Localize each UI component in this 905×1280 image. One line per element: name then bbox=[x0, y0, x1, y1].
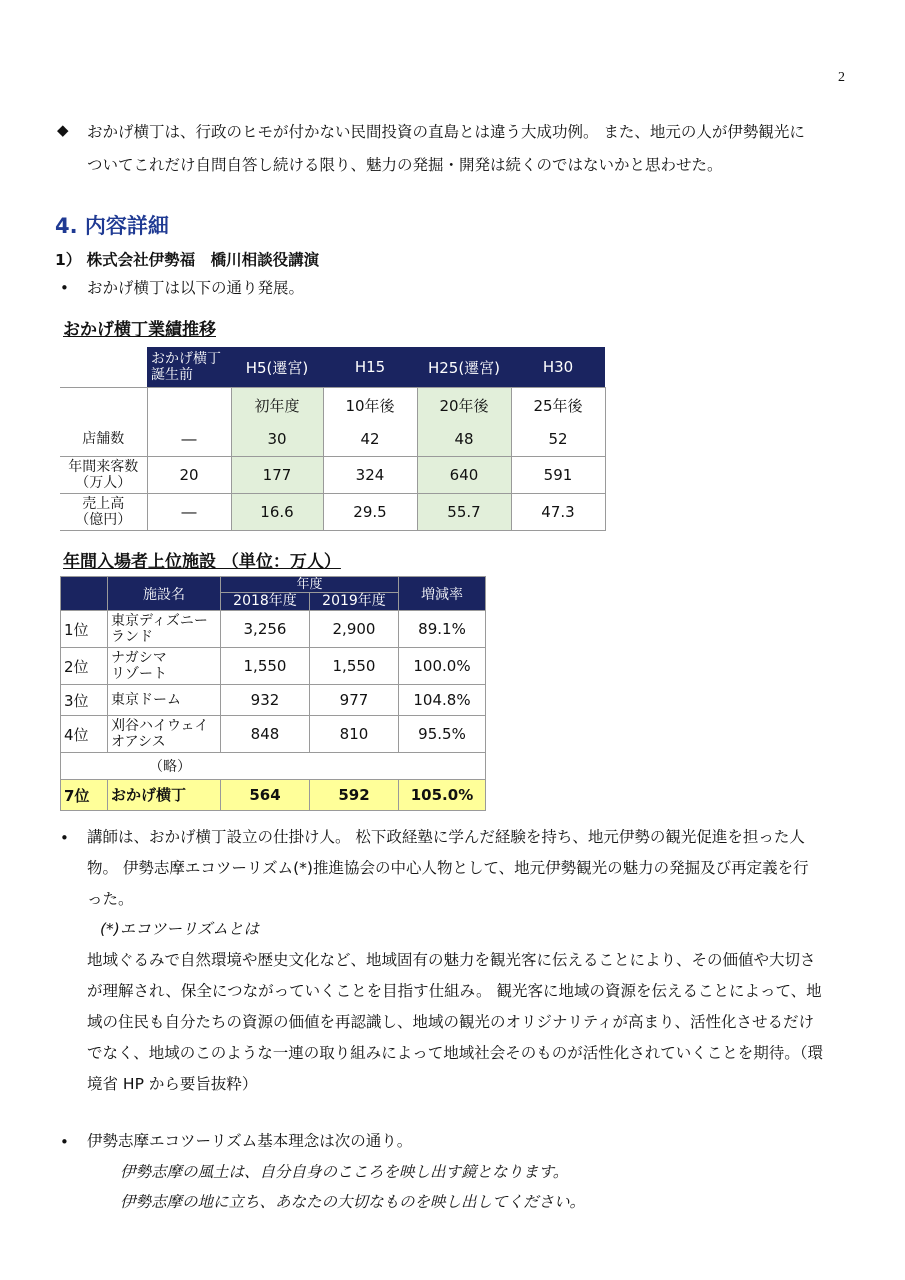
table-cell: 30 bbox=[231, 422, 323, 457]
table-cell: 640 bbox=[417, 457, 511, 494]
table-cell: 100.0% bbox=[399, 648, 486, 685]
facility-line: 刈谷ハイウェイ bbox=[111, 718, 209, 734]
table1-title: おかげ横丁業績推移 bbox=[63, 320, 216, 340]
table-cell: 977 bbox=[310, 685, 399, 716]
note-title: (*)エコツーリズムとは bbox=[100, 920, 260, 938]
row-label bbox=[60, 494, 147, 531]
header-2018: 2018年度 bbox=[221, 593, 310, 611]
header-line: 誕生前 bbox=[151, 367, 193, 383]
table-row bbox=[60, 457, 605, 494]
highlight-row bbox=[61, 780, 486, 811]
label-line: 売上高 bbox=[82, 496, 125, 512]
period-cell: 20年後 bbox=[417, 388, 511, 423]
table-cell: 848 bbox=[221, 716, 310, 753]
table-cell: 104.8% bbox=[399, 685, 486, 716]
table-cell: ― bbox=[147, 422, 231, 457]
facility-line: ランド bbox=[111, 629, 153, 645]
rank-cell: 4位 bbox=[61, 716, 108, 753]
row-label: 店舗数 bbox=[60, 422, 147, 457]
facility-cell: 東京ドーム bbox=[108, 685, 221, 716]
philosophy-quote: 伊勢志摩の地に立ち、あなたの大切なものを映し出してください。 bbox=[120, 1193, 586, 1211]
intro-line-2: ついてこれだけ自問自答し続ける限り、魅力の発掘・開発は続くのではないかと思わせた。 bbox=[87, 156, 723, 174]
table1-header-cell: H25(遷宮) bbox=[417, 347, 511, 388]
section-subheading: 1） 株式会社伊勢福 橋川相談役講演 bbox=[55, 251, 320, 269]
definition-line: でなく、地域のこのような一連の取り組みによって地域社会そのものが活性化されていくことを期待。（環 bbox=[87, 1044, 823, 1062]
table-cell: 89.1% bbox=[399, 611, 486, 648]
table-row bbox=[60, 494, 605, 531]
table-cell: 1,550 bbox=[310, 648, 399, 685]
rank-cell: 2位 bbox=[61, 648, 108, 685]
label-line: 年間来客数 bbox=[68, 459, 139, 475]
diamond-bullet-icon: ◆ bbox=[57, 121, 69, 139]
header-year: 年度 bbox=[221, 577, 399, 593]
philosophy-quote: 伊勢志摩の風土は、自分自身のこころを映し出す鏡となります。 bbox=[120, 1163, 569, 1181]
table-cell: 810 bbox=[310, 716, 399, 753]
table-cell: 177 bbox=[231, 457, 323, 494]
row-label bbox=[60, 457, 147, 494]
lecturer-line-3: った。 bbox=[87, 890, 134, 908]
facility-line: オアシス bbox=[111, 734, 166, 750]
bullet-line: おかげ横丁は以下の通り発展。 bbox=[87, 279, 305, 297]
table-row bbox=[61, 648, 486, 685]
bullet-icon: • bbox=[60, 829, 69, 847]
page-number: 2 bbox=[838, 70, 845, 85]
facility-cell: おかげ横丁 bbox=[108, 780, 221, 811]
lecturer-line-2: 物。 伊勢志摩エコツーリズム(*)推進協会の中心人物として、地元伊勢観光の魅力の発掘及び再定義を行 bbox=[87, 859, 809, 877]
table1-header-cell: H15 bbox=[323, 347, 417, 388]
table-cell: 42 bbox=[323, 422, 417, 457]
table-cell: 2,900 bbox=[310, 611, 399, 648]
table-cell: 324 bbox=[323, 457, 417, 494]
table-cell: 47.3 bbox=[511, 494, 605, 531]
facility-line: リゾート bbox=[111, 666, 167, 682]
table-row bbox=[60, 422, 605, 457]
bullet-icon: • bbox=[60, 1133, 69, 1151]
table1-header-cell: H30 bbox=[511, 347, 605, 388]
table-cell: 932 bbox=[221, 685, 310, 716]
lecturer-line-1: 講師は、おかげ横丁設立の仕掛け人。 松下政経塾に学んだ経験を持ち、地元伊勢の観光促進を担った人 bbox=[87, 828, 805, 846]
label-line: （万人） bbox=[75, 475, 132, 491]
omitted-row bbox=[61, 753, 486, 780]
period-cell: 25年後 bbox=[511, 388, 605, 423]
header-2019: 2019年度 bbox=[310, 593, 399, 611]
philosophy-line: 伊勢志摩エコツーリズム基本理念は次の通り。 bbox=[87, 1132, 413, 1150]
header-facility: 施設名 bbox=[108, 577, 221, 611]
label-line: （億円） bbox=[75, 512, 132, 528]
table-cell: 592 bbox=[310, 780, 399, 811]
facility-line: ナガシマ bbox=[111, 650, 167, 666]
facility-line: 東京ディズニー bbox=[111, 613, 208, 629]
table-cell: 1,550 bbox=[221, 648, 310, 685]
rank-cell: 1位 bbox=[61, 611, 108, 648]
table-row bbox=[61, 685, 486, 716]
rank-cell: 7位 bbox=[61, 780, 108, 811]
table-row bbox=[61, 716, 486, 753]
table-cell: 29.5 bbox=[323, 494, 417, 531]
period-cell: 初年度 bbox=[231, 388, 323, 423]
facility-cell bbox=[108, 611, 221, 648]
table1-period-row bbox=[60, 388, 605, 423]
table-cell: 591 bbox=[511, 457, 605, 494]
header-line: おかげ横丁 bbox=[151, 351, 221, 367]
table-cell: 564 bbox=[221, 780, 310, 811]
intro-line-1: おかげ横丁は、行政のヒモが付かない民間投資の直島とは違う大成功例。 また、地元の人が伊勢観光に bbox=[87, 123, 805, 141]
table-cell: 95.5% bbox=[399, 716, 486, 753]
table-cell: 52 bbox=[511, 422, 605, 457]
table-cell: ― bbox=[147, 494, 231, 531]
facility-cell bbox=[108, 648, 221, 685]
table-row bbox=[61, 611, 486, 648]
omitted-cell: （略） bbox=[61, 753, 486, 780]
table2-title: 年間入場者上位施設 （単位：万人） bbox=[63, 552, 341, 572]
table-cell: 55.7 bbox=[417, 494, 511, 531]
table1-header-cell bbox=[147, 347, 231, 388]
period-cell: 10年後 bbox=[323, 388, 417, 423]
section-heading: 4. 内容詳細 bbox=[55, 214, 169, 238]
performance-table bbox=[60, 347, 606, 531]
header-rate: 増減率 bbox=[399, 577, 486, 611]
definition-line: 境省 HP から要旨抜粋） bbox=[87, 1075, 258, 1093]
table-cell: 16.6 bbox=[231, 494, 323, 531]
table-cell: 20 bbox=[147, 457, 231, 494]
definition-line: が理解され、保全につながっていくことを目指す仕組み。 観光客に地域の資源を伝えることによって、地 bbox=[87, 982, 822, 1000]
bullet-icon: • bbox=[60, 279, 69, 297]
table-cell: 48 bbox=[417, 422, 511, 457]
table-cell: 3,256 bbox=[221, 611, 310, 648]
facility-cell bbox=[108, 716, 221, 753]
table1-header-cell: H5(遷宮) bbox=[231, 347, 323, 388]
definition-line: 地域ぐるみで自然環境や歴史文化など、地域固有の魅力を観光客に伝えることにより、その価値や大切さ bbox=[87, 951, 816, 969]
definition-line: 域の住民も自分たちの資源の価値を再認識し、地域の観光のオリジナリティが高まり、活性化させるだけ bbox=[87, 1013, 814, 1031]
visitor-ranking-table bbox=[60, 576, 486, 811]
table-cell: 105.0% bbox=[399, 780, 486, 811]
rank-cell: 3位 bbox=[61, 685, 108, 716]
table1-header-row bbox=[60, 347, 605, 388]
